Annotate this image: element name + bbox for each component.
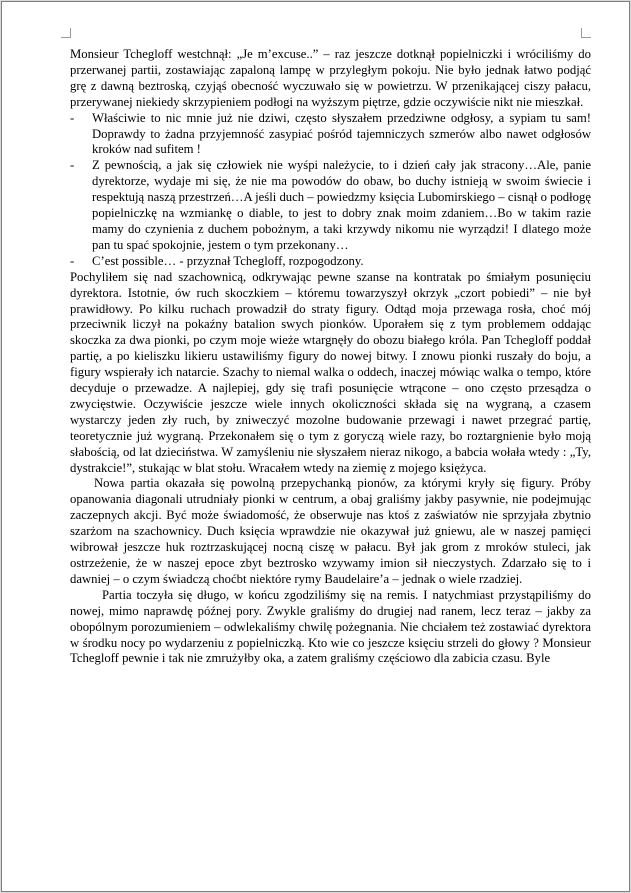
dialogue-dash: - [70,158,75,173]
document-body [70,47,591,667]
dialogue-dash: - [70,110,75,125]
paragraph: Monsieur Tchegloff westchnął: „Je m’excuse..” – raz jeszcze dotknął popielniczki i wróciliśmy do przerwanej partii, zostawiając zapaloną lampę w przyległym pokoju. Nie było jednak łatwo podjąć grę z dawną beztroską, czyjąś obecność wyczuwało się w powietrzu. W przenikającej ciszy pałacu, przerywanej niekiedy skrzypieniem podłogi na wyższym piętrze, gdzie oczywiście nikt nie mieszkał. [70,47,591,109]
dialogue-line [70,111,591,159]
dialogue-dash: - [70,253,75,268]
dialogue-text: Właściwie to nic mnie już nie dziwi, często słyszałem przedziwne odgłosy, a sypiam tu sam! Doprawdy to żadna przyjemność zasypiać pośród tajemniczych szmerów albo nawet odgłosów kroków nad sufitem ! [92,110,591,157]
dialogue-text: C’est possible… - przyznał Tchegloff, rozpogodzony. [92,253,364,268]
paragraph: Partia toczyła się długo, w końcu zgodziliśmy się na remis. I natychmiast przystąpiliśmy do nowej, mimo naprawdę późnej pory. Zwykle graliśmy do drugiej nad ranem, lecz teraz – jakby za obopólnym porozumieniem – odwlekaliśmy chwilę pożegnania. Nie chciałem też zostawiać dyrektora w środku nocy po wydarzeniu z popielniczką. Kto wie co jeszcze księciu strzeli do głowy ? Monsieur Tchegloff pewnie i tak nie zmrużyłby oka, a zatem graliśmy częściowo dla zabicia czasu. Byle [70,587,591,666]
paragraph: Nowa partia okazała się powolną przepychanką pionów, za którymi kryły się figury. Próby opanowania diagonali utrudniały pionki w centrum, a obaj graliśmy jakby pasywnie, nie podejmując zaczepnych akcji. Być może świadomość, że obserwuje nas ktoś z zaświatów nie sprzyjała zbytnio szarżom na szachownicy. Duch księcia wprawdzie nie okazywał już gniewu, ale w naszej pamięci wibrował jeszcze huk roztrzaskującej nocną ciszę w pałacu. Był jak grom z mroków stuleci, jak ostrzeżenie, że w naszej epoce zbyt beztrosko wzywamy imion sił nieczystych. Zdarzało się to i dawniej – o czym świadczą choćbt niektóre rymy Baudelaire’a – jednak o wiele rzadziej. [70,476,591,586]
paragraph: Pochyliłem się nad szachownicą, odkrywając pewne szanse na kontratak po śmiałym posunięciu dyrektora. Istotnie, ów ruch skoczkiem – któremu towarzyszył okrzyk „czort pobiedi” – nie był prawidłowy. Po kilku ruchach prowadził do straty figury. Odtąd moja przewaga rosła, choć mój przeciwnik liczył na pokaźny batalion swych pionków. Uporałem się z tym problemem oddając skoczka za dwa pionki, po czym moje wieże wtargnęły do obozu białego króla. Pan Tchegloff poddał partię, a po kieliszku likieru ustawiliśmy figury do nowej bitwy. I znowu pionki ruszały do boju, a figury wspierały ich natarcie. Szachy to niemal walka o oddech, inaczej mówiąc walka o tempo, które decyduje o przewadze. A najlepiej, gdy się trafi posunięcie wtrącone – ono często przesądza o zwycięstwie. Oczywiście jeszcze wiele innych okoliczności składa się na wygraną, a czasem wystarczy jeden zły ruch, by zniweczyć mozolne budowanie przewagi i nawet przegrać partię, teoretycznie już wygraną. Przekonałem się o tym z goryczą wiele razy, bo roztargnienie było moją słabością, od lat dzieciństwa. W zamyśleniu nie słyszałem nieraz nikogo, a babcia wołała wtedy : „Ty, dystrakcie!”, stukając w blat stołu. Wracałem wtedy na ziemię z mojego księżyca. [70,269,591,475]
dialogue-line [70,254,591,270]
margin-corner-mark-top-right [581,28,591,38]
margin-corner-mark-top-left [61,28,71,38]
document-page [1,1,630,892]
dialogue-text: Z pewnością, a jak się człowiek nie wyśpi należycie, to i dzień cały jak stracony…Ale, panie dyrektorze, wydaje mi się, że nie ma powodów do obaw, bo duchy istnieją w swoim świecie i respektują naszą przestrzeń…A jeśli duch – powiedzmy księcia Lubomirskiego – cisnął o podłogę popielniczkę na wzmiankę o diable, to jest to dobry znak moim zdaniem…Bo w takim razie mamy do czynienia z duchem pobożnym, a taki krzywdy nikomu nie wyrządzi! I dlatego może pan tu spać spokojnie, jestem o tym przekonany… [92,158,591,252]
dialogue-line [70,158,591,253]
